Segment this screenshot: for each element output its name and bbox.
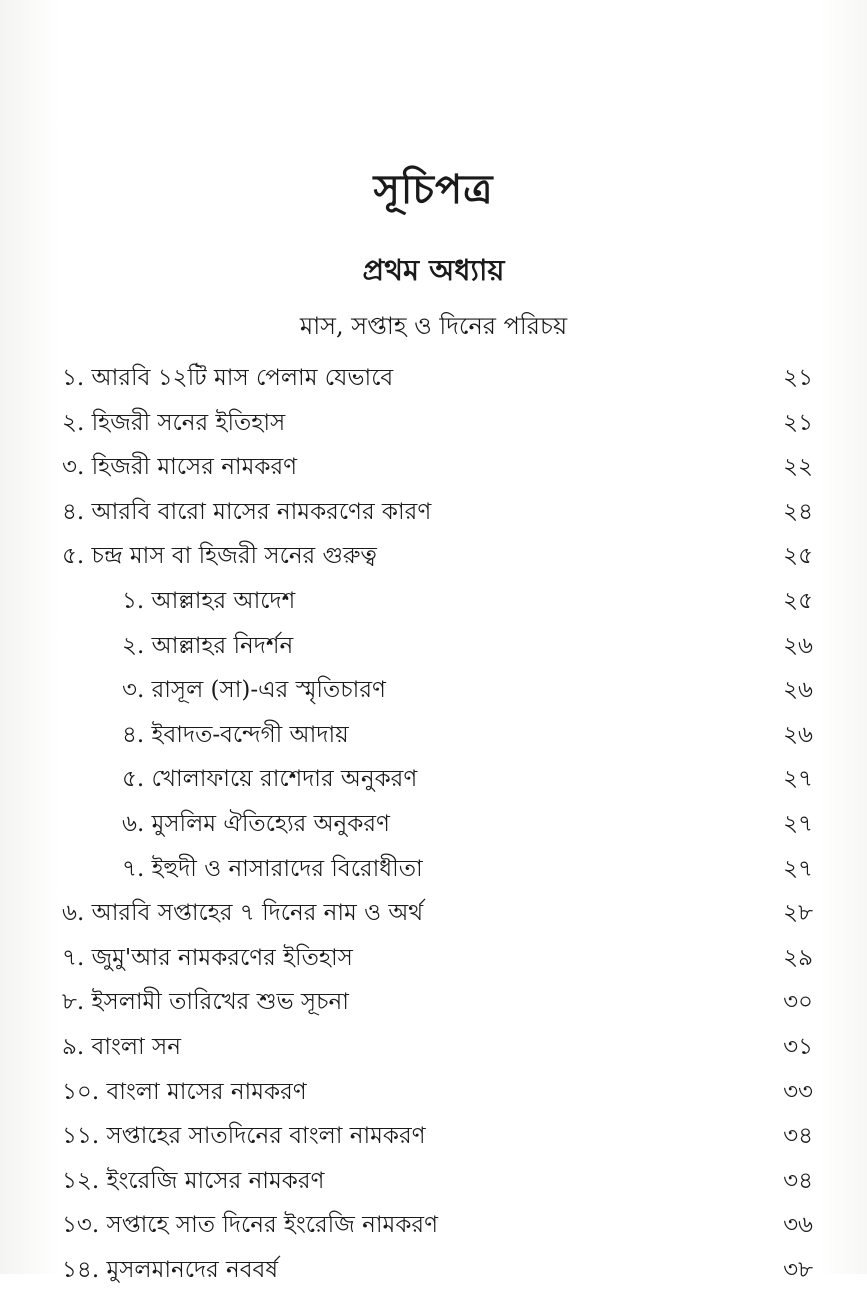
page-title: সূচিপত্র	[373, 166, 494, 213]
toc-entry	[0, 891, 867, 936]
toc-entry	[0, 490, 867, 535]
toc-entry	[0, 534, 867, 579]
toc-entry-label: ১. আল্লাহর আদেশ	[122, 587, 296, 614]
toc-subentry	[0, 847, 867, 892]
toc-entry-label: ৪. ইবাদত-বন্দেগী আদায়	[122, 721, 349, 748]
toc-page-number: ২৭	[783, 810, 813, 837]
toc-page-number: ২৯	[783, 944, 813, 971]
toc-entry	[0, 356, 867, 401]
toc-entry-label: ৩. রাসূল (সা)-এর স্মৃতিচারণ	[122, 677, 386, 704]
toc-entry-label: ১০. বাংলা মাসের নামকরণ	[62, 1078, 307, 1105]
chapter-heading: প্রথম অধ্যায়	[362, 253, 505, 287]
toc-entry	[0, 1114, 867, 1159]
toc-page-number: ৩০	[783, 989, 813, 1016]
toc-subentry	[0, 624, 867, 669]
toc-entry-label: ২. হিজরী সনের ইতিহাস	[62, 409, 286, 436]
toc-page-number: ৩৪	[783, 1167, 813, 1194]
toc-subentry	[0, 579, 867, 624]
toc-entry-label: ৬. মুসলিম ঐতিহ্যের অনুকরণ	[122, 810, 390, 837]
toc-page-number: ২১	[783, 365, 813, 391]
toc-entry	[0, 445, 867, 490]
toc-entry	[0, 1203, 867, 1248]
toc-entry	[0, 1159, 867, 1204]
toc-entry-label: ৩. হিজরী মাসের নামকরণ	[62, 454, 298, 481]
toc-entry-label: ৭. ইহুদী ও নাসারাদের বিরোধীতা	[122, 855, 423, 882]
toc-entry	[0, 1070, 867, 1115]
toc-subentry	[0, 757, 867, 802]
toc-page-number: ২২	[783, 454, 813, 481]
toc-page-number: ৩১	[783, 1033, 813, 1060]
chapter-subtitle: মাস, সপ্তাহ ও দিনের পরিচয়	[299, 312, 568, 340]
toc-page-number: ২৭	[783, 766, 813, 793]
toc-subentry	[0, 668, 867, 713]
toc-page-number: ২৬	[783, 721, 813, 748]
toc-page-number: ২৫	[783, 587, 813, 614]
toc-subentry	[0, 713, 867, 758]
toc-entry-label: ১১. সপ্তাহের সাতদিনের বাংলা নামকরণ	[62, 1123, 426, 1150]
toc-entry	[0, 401, 867, 446]
toc-entry-label: ৭. জুমু'আর নামকরণের ইতিহাস	[62, 944, 353, 971]
table-of-contents	[0, 356, 867, 1292]
toc-entry-label: ৯. বাংলা সন	[62, 1033, 181, 1060]
toc-entry-label: ১২. ইংরেজি মাসের নামকরণ	[62, 1167, 325, 1194]
toc-entry-label: ১৩. সপ্তাহে সাত দিনের ইংরেজি নামকরণ	[62, 1212, 438, 1239]
toc-entry	[0, 980, 867, 1025]
toc-page-number: ২১	[783, 409, 813, 436]
toc-page-number: ৩৬	[783, 1212, 813, 1239]
toc-entry-label: ৫. চন্দ্র মাস বা হিজরী সনের গুরুত্ব	[62, 543, 377, 570]
toc-entry-label: ৮. ইসলামী তারিখের শুভ সূচনা	[62, 989, 349, 1016]
toc-entry-label: ১. আরবি ১২টি মাস পেলাম যেভাবে	[62, 365, 394, 391]
toc-entry	[0, 1025, 867, 1070]
toc-page-number: ২৭	[783, 855, 813, 882]
toc-page-number: ২৫	[783, 543, 813, 570]
toc-page-number: ২৬	[783, 677, 813, 704]
toc-entry-label: ২. আল্লাহর নিদর্শন	[122, 632, 294, 659]
toc-entry-label: ৪. আরবি বারো মাসের নামকরণের কারণ	[62, 498, 432, 525]
toc-entry	[0, 936, 867, 981]
toc-page-number: ২৪	[783, 498, 813, 525]
toc-page-number: ২৮	[783, 900, 813, 927]
toc-page-number: ২৬	[783, 632, 813, 659]
toc-page-number: ৩৮	[783, 1256, 813, 1283]
toc-entry-label: ৫. খোলাফায়ে রাশেদার অনুকরণ	[122, 766, 418, 793]
toc-entry	[0, 1248, 867, 1292]
toc-entry-label: ৬. আরবি সপ্তাহের ৭ দিনের নাম ও অর্থ	[62, 900, 424, 927]
toc-page-number: ৩৪	[783, 1123, 813, 1150]
toc-entry-label: ১৪. মুসলমানদের নববর্ষ	[62, 1256, 279, 1283]
toc-page-number: ৩৩	[783, 1078, 813, 1105]
toc-subentry	[0, 802, 867, 847]
